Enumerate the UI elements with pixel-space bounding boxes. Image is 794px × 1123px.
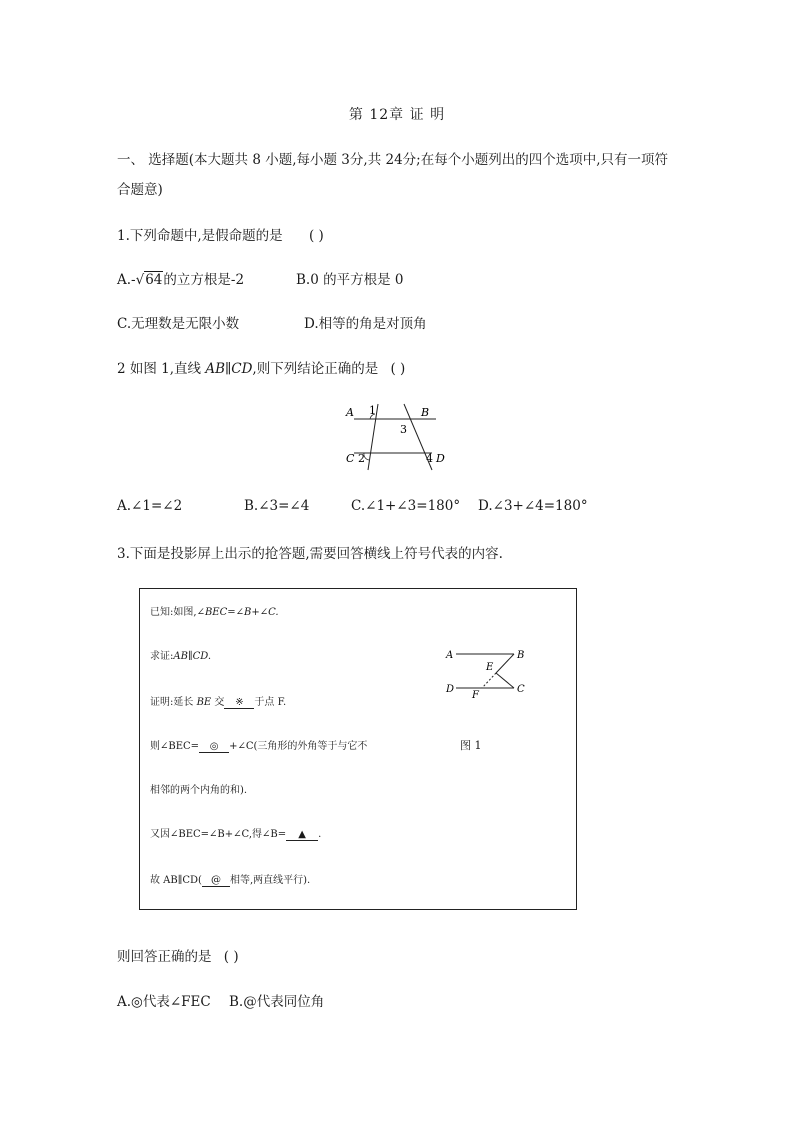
question-2-option-c: C.∠1+∠3=180° [351, 498, 461, 514]
label-b: B [517, 650, 525, 661]
blank-3: ▲ [286, 829, 318, 841]
sqrt-symbol: √64 [135, 272, 163, 288]
projection-box [139, 588, 577, 910]
answer-paren: ( ) [223, 949, 239, 965]
section-heading-cont: 合题意) [117, 182, 163, 198]
question-2-option-b: B.∠3=∠4 [244, 498, 310, 514]
question-3-stem: 3.下面是投影屏上出示的抢答题,需要回答横线上符号代表的内容. [117, 546, 503, 562]
label-d: D [436, 452, 445, 465]
blank-1: ※ [224, 697, 254, 709]
blank-2: ◎ [199, 741, 229, 753]
box-line-proof: 证明:延长 BE 交 ※ 于点 F. [150, 697, 287, 708]
label-a: A [346, 406, 354, 419]
question-1-option-a: A.-√64的立方根是-2 [117, 272, 245, 288]
box-line-given: 已知:如图,∠BEC=∠B+∠C. [150, 607, 279, 618]
angle-3: 3 [400, 423, 407, 436]
box-line-then: 则∠BEC= ◎ +∠C(三角形的外角等于与它不 [150, 741, 368, 752]
question-3-option-a: A.◎代表∠FEC [117, 994, 211, 1010]
angle-4: 4 [426, 452, 433, 465]
answer-paren: ( ) [308, 228, 324, 244]
label-d: D [446, 684, 455, 695]
question-1-stem: 1.下列命题中,是假命题的是 ( ) [117, 228, 324, 244]
question-3-answer-prompt: 则回答正确的是 ( ) [117, 949, 239, 965]
box-line-again: 又因∠BEC=∠B+∠C,得∠B= ▲ . [150, 829, 322, 840]
box-line-adjacent: 相邻的两个内角的和). [150, 785, 248, 796]
box-line-therefore: 故 AB∥CD( @ 相等,两直线平行). [150, 875, 311, 886]
question-3-options [117, 990, 324, 1010]
label-f: F [472, 690, 479, 699]
box-line-prove: 求证:AB∥CD. [150, 651, 212, 662]
question-2-option-d: D.∠3+∠4=180° [478, 498, 588, 514]
question-1-option-c: C.无理数是无限小数 [117, 316, 240, 332]
angle-2: 2 [358, 452, 365, 465]
label-c: C [346, 452, 355, 465]
figure-zigzag [440, 645, 532, 699]
label-b: B [421, 406, 430, 419]
blank-4: @ [202, 875, 230, 887]
question-1-option-d: D.相等的角是对顶角 [304, 316, 427, 332]
angle-1: 1 [369, 404, 376, 417]
figure-parallel-lines [340, 398, 452, 472]
question-2-option-a: A.∠1=∠2 [117, 498, 183, 514]
section-heading: 一、 选择题(本大题共 8 小题,每小题 3分,共 24分;在每个小题列出的四个选项中,只有一项符 [117, 152, 669, 168]
label-a: A [446, 650, 454, 661]
label-e: E [486, 662, 494, 673]
question-3-option-b: B.@代表同位角 [228, 994, 325, 1010]
label-c: C [517, 684, 525, 695]
answer-paren: ( ) [390, 361, 406, 377]
question-1-option-b: B.0 的平方根是 0 [296, 272, 404, 288]
page-title: 第 12章 证 明 [348, 107, 446, 123]
question-2-stem: 2 如图 1,直线 AB∥CD,则下列结论正确的是 ( ) [117, 361, 406, 377]
figure-caption: 图 1 [460, 739, 482, 752]
